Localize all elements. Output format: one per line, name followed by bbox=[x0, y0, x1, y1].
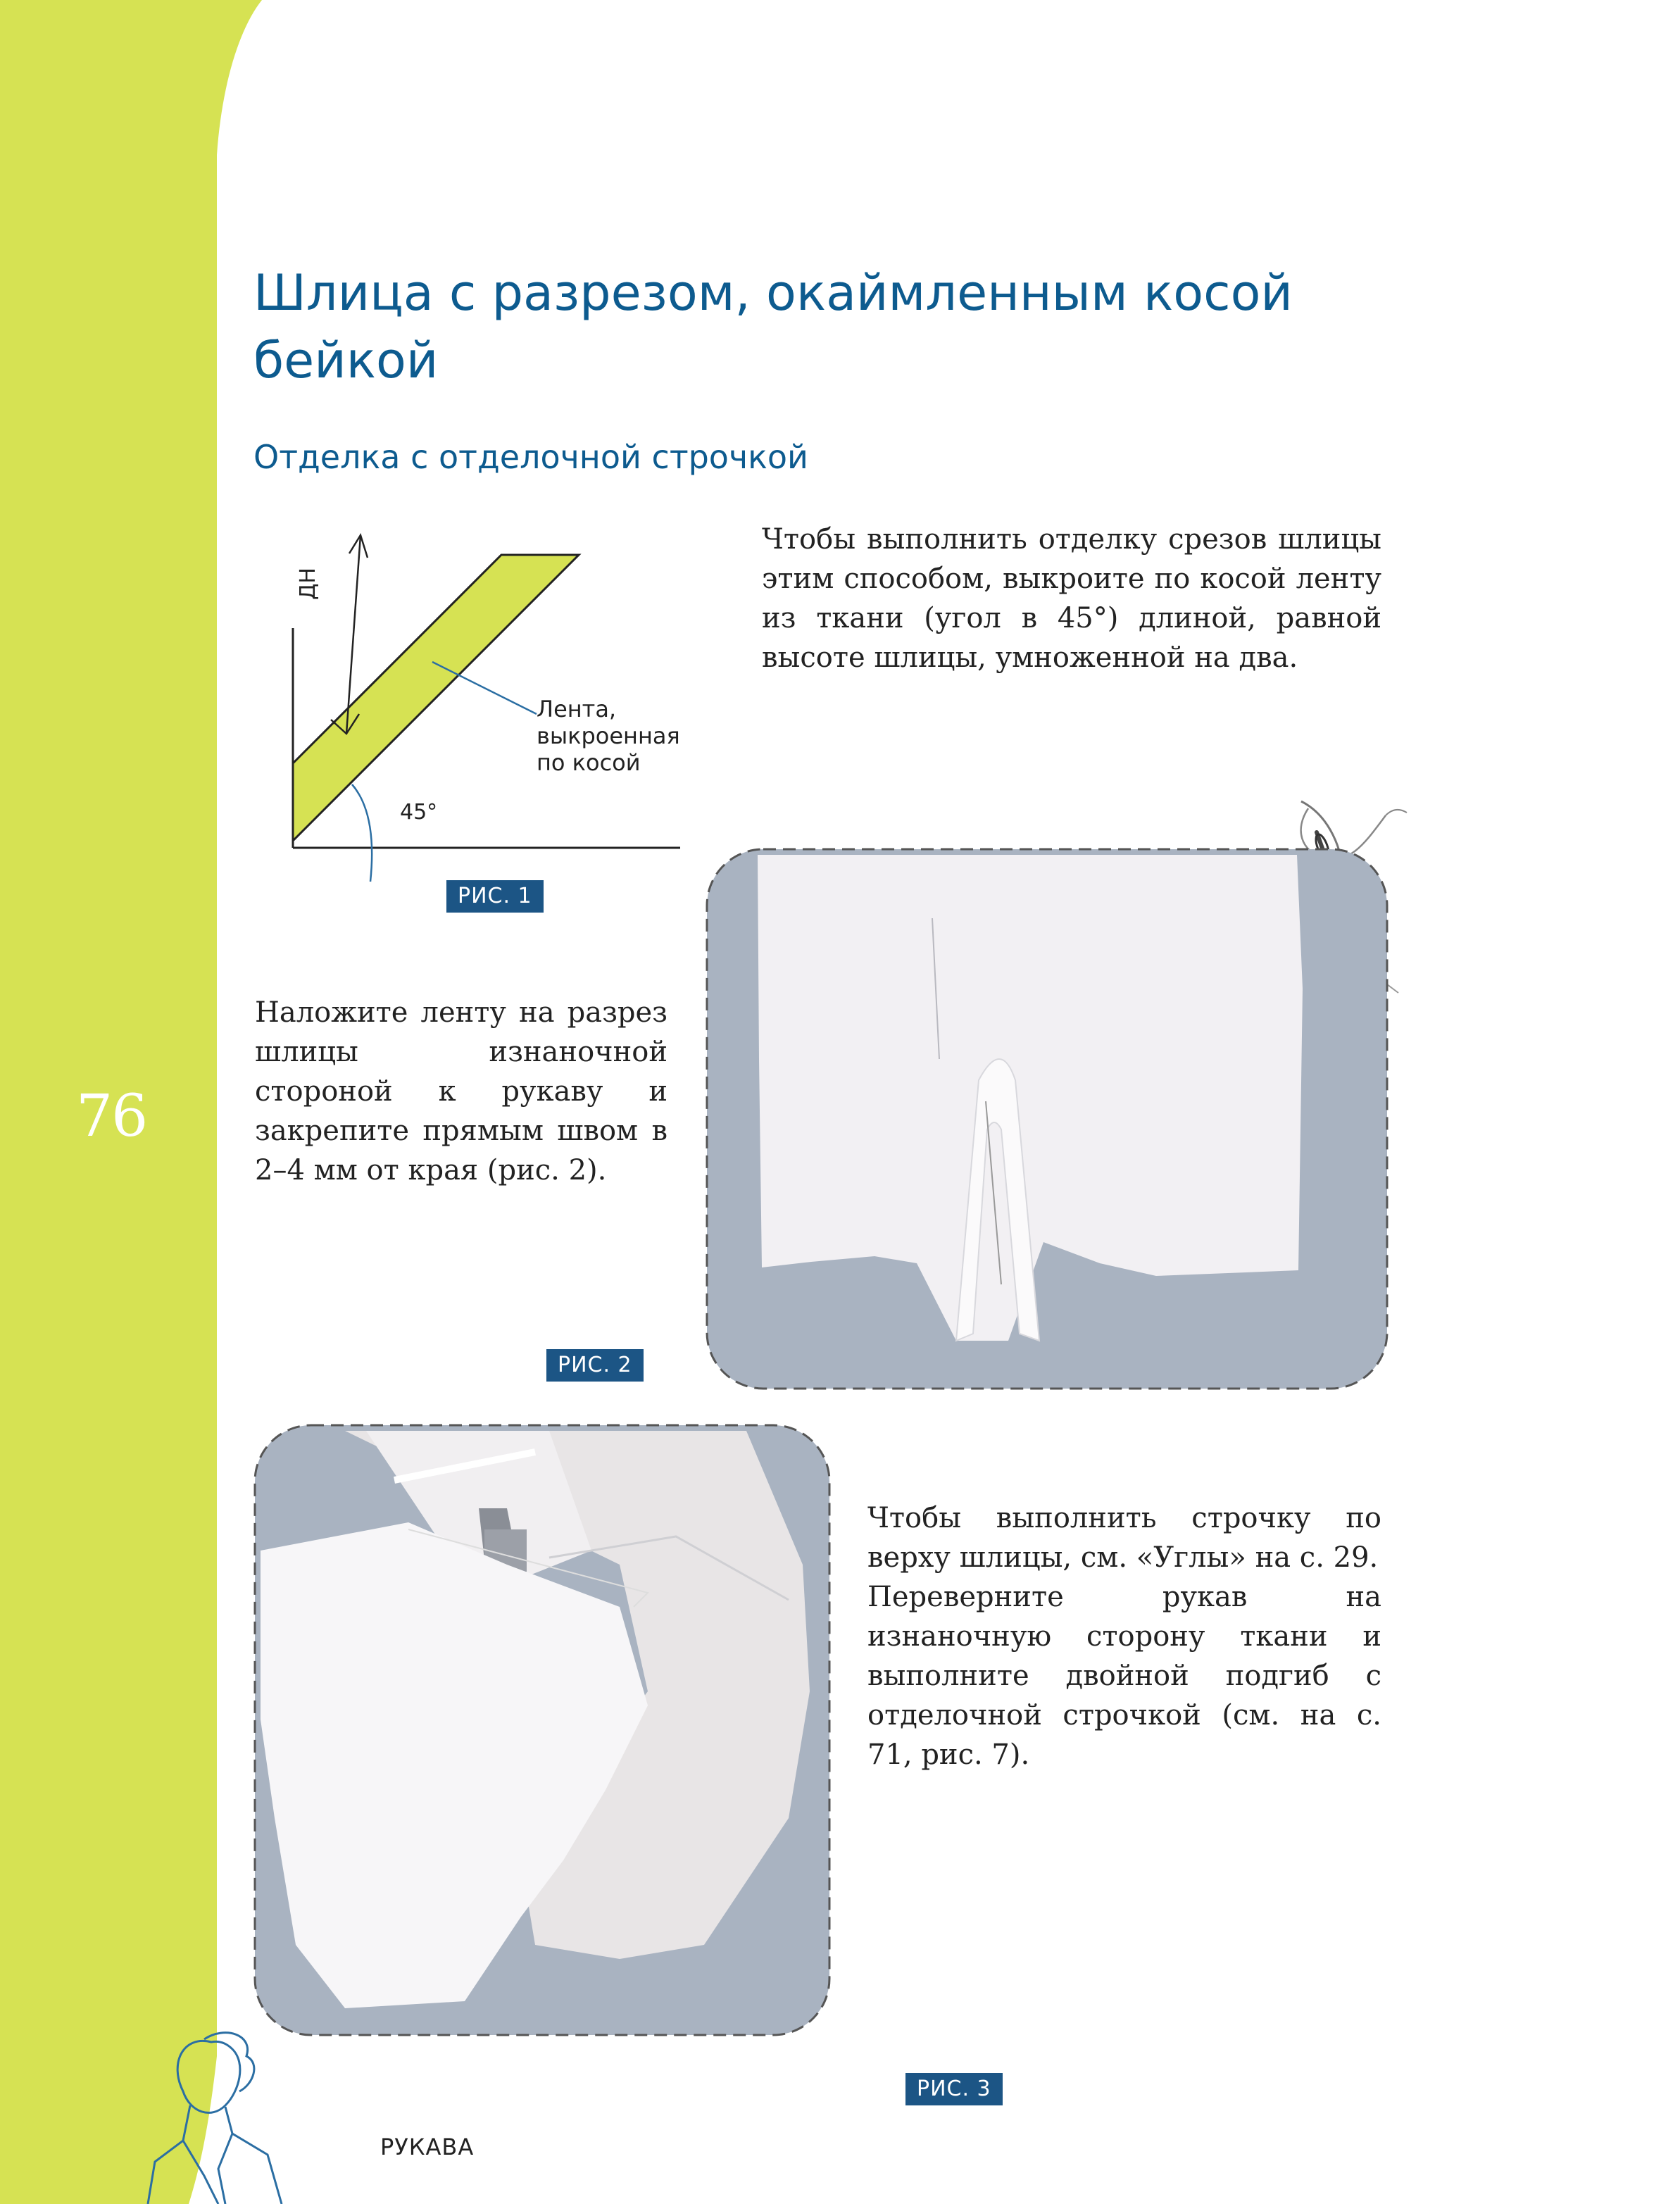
chapter-footer: РУКАВА bbox=[380, 2134, 475, 2160]
grain-direction-label: ДН bbox=[296, 568, 320, 600]
tape-callout bbox=[537, 696, 680, 776]
paragraph-stitch-top bbox=[867, 1498, 1381, 1774]
figure-3-label: РИС. 3 bbox=[905, 2073, 1003, 2105]
figure-2-label: РИС. 2 bbox=[546, 1349, 644, 1382]
tape-callout-line-2: выкроенная bbox=[537, 722, 680, 749]
tape-callout-line-3: по косой bbox=[537, 749, 641, 776]
angle-label: 45° bbox=[400, 800, 438, 825]
figure-3-photo bbox=[253, 1424, 831, 2036]
figure-2-photo bbox=[706, 848, 1388, 1390]
section-subtitle: Отделка с отделочной строчкой bbox=[253, 438, 808, 476]
page-title: Шлица с разрезом, окаймленным косой бейкой bbox=[253, 264, 1293, 389]
woman-sketch-icon bbox=[141, 2028, 324, 2204]
paragraph-cut-tape: Чтобы выполнить отделку срезов шлицы этим способом, выкроите по косой ленту из ткани (угол в 45°) длиной, равной высоте шлицы, умноженной на два. bbox=[762, 523, 1381, 674]
page-number: 76 bbox=[76, 1083, 147, 1150]
figure-1-label: РИС. 1 bbox=[446, 880, 544, 913]
paragraph-stitch-top-line-1: Чтобы выполнить строчку по верху шлицы, см. «Углы» на с. 29. bbox=[867, 1502, 1381, 1574]
paragraph-attach-tape: Наложите ленту на разрез шлицы изнаночной стороной к рукаву и закрепите прямым швом в 2–4 мм от края (рис. 2). bbox=[255, 996, 667, 1186]
tape-callout-line-1: Лента, bbox=[537, 696, 617, 722]
paragraph-stitch-top-line-2: Переверните рукав на изнаночную сторону ткани и выполните двойной подгиб с отделочной строчкой (см. на с. 71, рис. 7). bbox=[867, 1581, 1381, 1771]
